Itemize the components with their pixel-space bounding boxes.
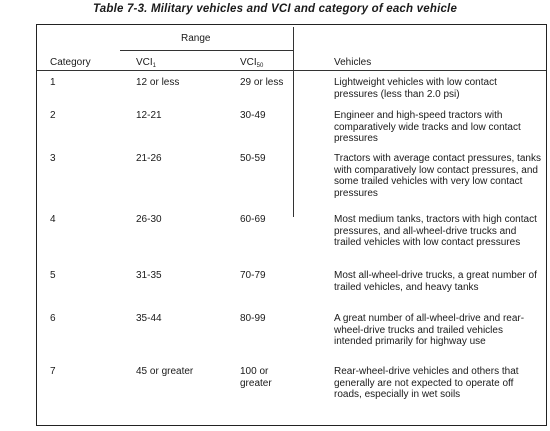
row-6-vci50: 80-99 [240, 313, 266, 324]
range-header: Range [181, 33, 211, 44]
row-1-vehicles: Lightweight vehicles with low contact pressures (less than 2.0 psi) [334, 77, 497, 100]
vci50-header: $VCI_{50}$ [240, 57, 264, 69]
row-4-category: 4 [50, 214, 56, 225]
row-3-vci1: 21-26 [136, 153, 162, 164]
row-7-vci50: 100 or greater [240, 366, 272, 389]
row-3-vehicles: Tractors with average contact pressures, tanks with comparatively low contact pressures, and some trailed vehicles with very low contact pressures [334, 153, 541, 199]
row-4-vci50: 60-69 [240, 214, 266, 225]
row-4-vehicles: Most medium tanks, tractors with high contact pressures, and all-wheel-drive trucks and trailed vehicles with low contact pressures [334, 214, 537, 248]
row-5-vci1: 31-35 [136, 270, 162, 281]
row-2-vehicles: Engineer and high-speed tractors with comparatively wide tracks and low contact pressures [334, 110, 521, 144]
row-4-vci1: 26-30 [136, 214, 162, 225]
row-5-category: 5 [50, 270, 56, 281]
row-2-category: 2 [50, 110, 56, 121]
vehicles-header: Vehicles [334, 57, 372, 68]
row-6-category: 6 [50, 313, 56, 324]
row-3-category: 3 [50, 153, 56, 164]
range-underline [120, 50, 293, 51]
row-5-vci50: 70-79 [240, 270, 266, 281]
table-title: Table 7-3. Military vehicles and VCI and category of each vehicle [92, 3, 458, 15]
row-2-vci1: 12-21 [136, 110, 162, 121]
row-7-vci1: 45 or greater [136, 366, 194, 377]
row-1-vci50: 29 or less [240, 77, 284, 88]
row-3-vci50: 50-59 [240, 153, 266, 164]
row-5-vehicles: Most all-wheel-drive trucks, a great number of trailed vehicles, and heavy tanks [334, 270, 537, 293]
category-header: Category [50, 57, 91, 68]
vci1-header: $VCI_1$ [136, 57, 157, 69]
header-underline [37, 70, 546, 71]
row-1-category: 1 [50, 77, 56, 88]
row-6-vci1: 35-44 [136, 313, 162, 324]
row-1-vci1: 12 or less [136, 77, 180, 88]
row-7-vehicles: Rear-wheel-drive vehicles and others that generally are not expected to operate off roads, especially in wet soils [334, 366, 519, 400]
row-7-category: 7 [50, 366, 56, 377]
column-divider [293, 27, 294, 217]
row-6-vehicles: A great number of all-wheel-drive and rear-wheel-drive trucks and trailed vehicles intended primarily for highway use [334, 313, 525, 347]
row-2-vci50: 30-49 [240, 110, 266, 121]
